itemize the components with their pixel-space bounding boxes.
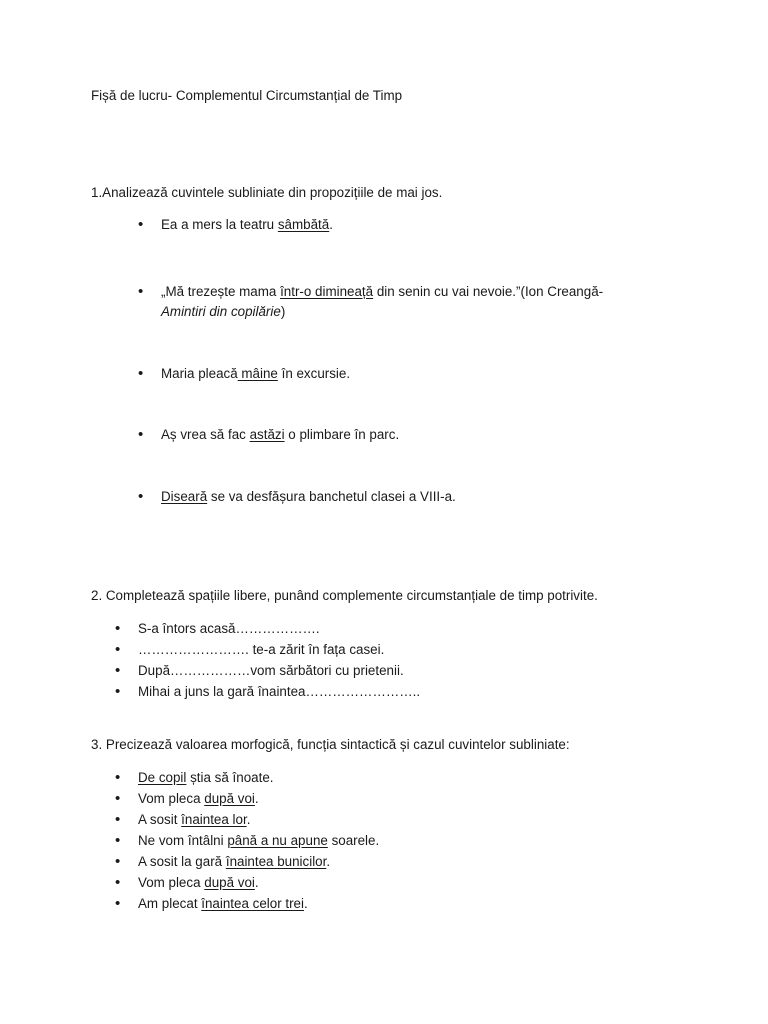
list-item: Vom pleca după voi.	[138, 791, 259, 806]
bullet: •	[138, 365, 144, 382]
list-item: A sosit la gară înaintea bunicilor.	[138, 854, 331, 869]
bullet: •	[138, 426, 144, 443]
list-item: A sosit înaintea lor.	[138, 812, 251, 827]
bullet: •	[115, 769, 121, 786]
bullet: •	[138, 488, 144, 505]
list-item: Vom pleca după voi.	[138, 875, 259, 890]
bullet: •	[138, 216, 144, 233]
list-item: ……………………. te-a zărit în fața casei.	[138, 642, 385, 657]
section1-heading: 1.Analizează cuvintele subliniate din propozițiile de mai jos.	[91, 185, 443, 200]
bullet: •	[115, 790, 121, 807]
list-item: Maria pleacă mâine în excursie.	[161, 366, 351, 381]
list-item: Mihai a juns la gară înaintea……………………..	[138, 684, 421, 699]
section2-heading: 2. Completează spațiile libere, punând complemente circumstanțiale de timp potrivite.	[91, 588, 598, 603]
section3-heading: 3. Precizează valoarea morfogică, funcția sintactică și cazul cuvintelor subliniate:	[91, 737, 570, 752]
list-item: Ea a mers la teatru sâmbătă.	[161, 217, 333, 232]
list-item: „Mă trezește mama într-o dimineață din senin cu vai nevoie.”(Ion Creangă-	[161, 284, 604, 299]
bullet: •	[115, 895, 121, 912]
list-item: Diseară se va desfășura banchetul clasei a VIII-a.	[161, 489, 456, 504]
bullet: •	[138, 283, 144, 300]
list-item: De copil știa să înoate.	[138, 770, 274, 785]
bullet: •	[115, 811, 121, 828]
list-item: S-a întors acasă……………….	[138, 621, 320, 636]
bullet: •	[115, 853, 121, 870]
list-item: Aș vrea să fac astăzi o plimbare în parc.	[161, 427, 400, 442]
list-item: Ne vom întâlni până a nu apune soarele.	[138, 833, 380, 848]
bullet: •	[115, 620, 121, 637]
bullet: •	[115, 832, 121, 849]
list-item: După………………vom sărbători cu prietenii.	[138, 663, 404, 678]
list-item: Am plecat înaintea celor trei.	[138, 896, 308, 911]
bullet: •	[115, 641, 121, 658]
bullet: •	[115, 874, 121, 891]
bullet: •	[115, 662, 121, 679]
bullet: •	[115, 683, 121, 700]
list-item-continuation: Amintiri din copilărie)	[161, 304, 286, 319]
page-title: Fișă de lucru- Complementul Circumstanțial de Timp	[91, 88, 403, 103]
